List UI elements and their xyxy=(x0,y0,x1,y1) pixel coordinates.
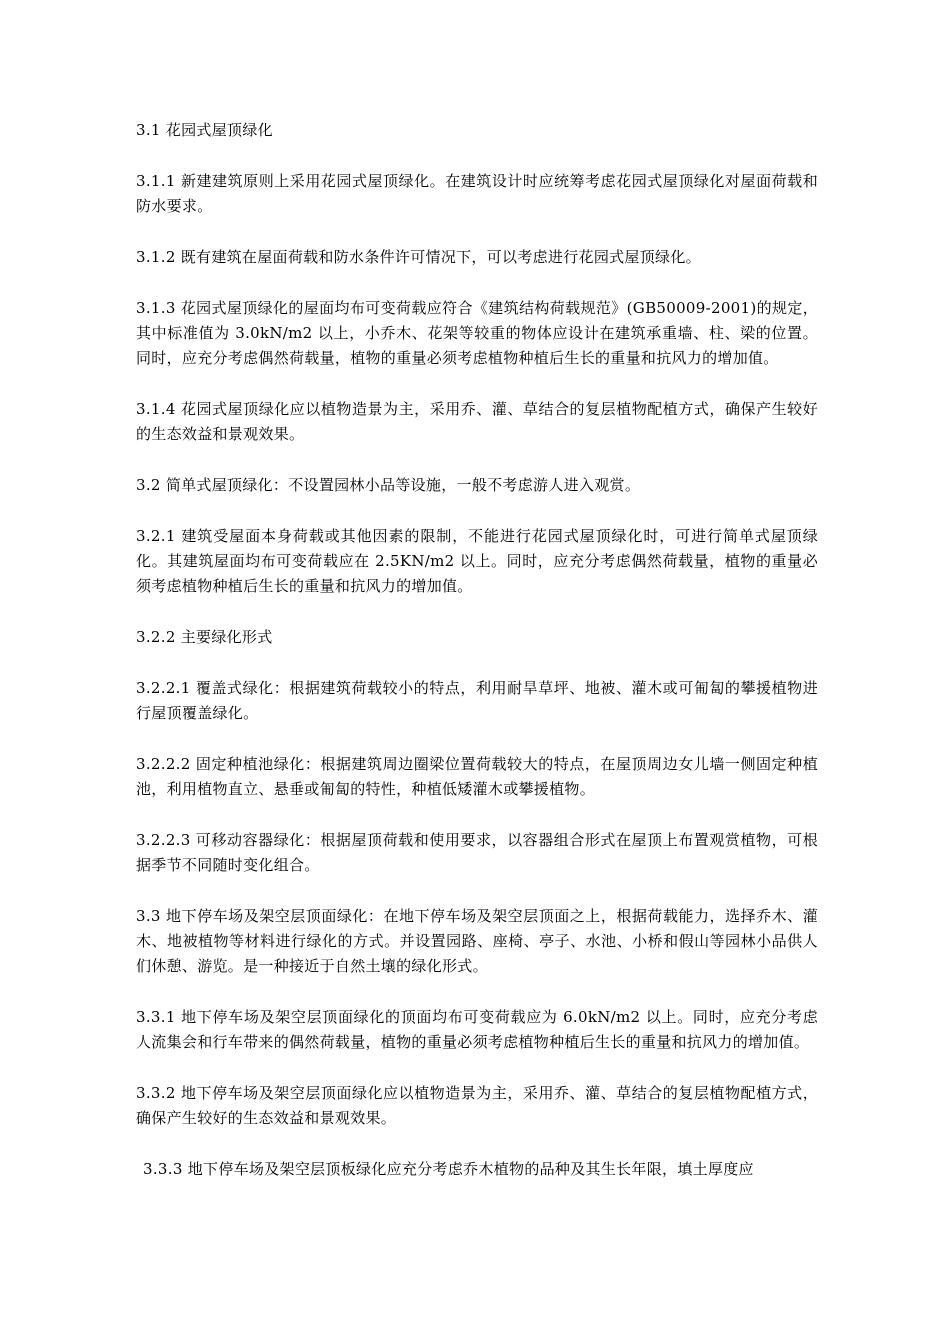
paragraph-3-3-3: 3.3.3 地下停车场及架空层顶板绿化应充分考虑乔木植物的品种及其生长年限，填土厚度应 xyxy=(143,1160,754,1178)
paragraph-3-1-3: 3.1.3 花园式屋顶绿化的屋面均布可变荷载应符合《建筑结构荷载规范》(GB50009-2001)的规定，其中标准值为 3.0kN/m2 以上，小乔木、花架等较重的物体应设计在建筑承重墙、柱、梁的位置。同时，应充分考虑偶然荷载量，植物的重量必须考虑植物种植后生长的重量和抗风力的增加值。 xyxy=(136,299,818,367)
paragraph-3-3-2: 3.3.2 地下停车场及架空层顶面绿化应以植物造景为主，采用乔、灌、草结合的复层植物配植方式，确保产生较好的生态效益和景观效果。 xyxy=(136,1084,818,1127)
paragraph-3-2: 3.2 简单式屋顶绿化：不设置园林小品等设施，一般不考虑游人进入观赏。 xyxy=(136,476,641,494)
section-heading-3-1: 3.1 花园式屋顶绿化 xyxy=(136,121,273,139)
document-body xyxy=(136,118,818,1182)
paragraph-3-3: 3.3 地下停车场及架空层顶面绿化：在地下停车场及架空层顶面之上，根据荷载能力，选择乔木、灌木、地被植物等材料进行绿化的方式。并设置园路、座椅、亭子、水池、小桥和假山等园林小品供人们休憩、游览。是一种接近于自然土壤的绿化形式。 xyxy=(136,907,818,975)
section-heading-3-2-2: 3.2.2 主要绿化形式 xyxy=(136,628,273,646)
paragraph-3-2-1: 3.2.1 建筑受屋面本身荷载或其他因素的限制，不能进行花园式屋顶绿化时，可进行简单式屋顶绿化。其建筑屋面均布可变荷载应在 2.5KN/m2 以上。同时，应充分考虑偶然荷载量，植物的重量必须考虑植物种植后生长的重量和抗风力的增加值。 xyxy=(136,527,818,595)
paragraph-3-2-2-3: 3.2.2.3 可移动容器绿化：根据屋顶荷载和使用要求，以容器组合形式在屋顶上布置观赏植物，可根据季节不同随时变化组合。 xyxy=(136,831,818,874)
paragraph-3-1-1: 3.1.1 新建建筑原则上采用花园式屋顶绿化。在建筑设计时应统筹考虑花园式屋顶绿化对屋面荷载和防水要求。 xyxy=(136,172,818,215)
paragraph-3-2-2-1: 3.2.2.1 覆盖式绿化：根据建筑荷载较小的特点，利用耐旱草坪、地被、灌木或可匍匐的攀援植物进行屋顶覆盖绿化。 xyxy=(136,679,818,722)
paragraph-3-1-4: 3.1.4 花园式屋顶绿化应以植物造景为主，采用乔、灌、草结合的复层植物配植方式，确保产生较好的生态效益和景观效果。 xyxy=(136,400,818,443)
paragraph-3-2-2-2: 3.2.2.2 固定种植池绿化：根据建筑周边圈梁位置荷载较大的特点，在屋顶周边女儿墙一侧固定种植池，利用植物直立、悬垂或匍匐的特性，种植低矮灌木或攀援植物。 xyxy=(136,755,818,798)
paragraph-3-3-1: 3.3.1 地下停车场及架空层顶面绿化的顶面均布可变荷载应为 6.0kN/m2 以上。同时，应充分考虑人流集会和行车带来的偶然荷载量，植物的重量必须考虑植物种植后生长的重量和抗风力的增加值。 xyxy=(136,1008,818,1051)
paragraph-3-1-2: 3.1.2 既有建筑在屋面荷载和防水条件许可情况下，可以考虑进行花园式屋顶绿化。 xyxy=(136,248,701,266)
